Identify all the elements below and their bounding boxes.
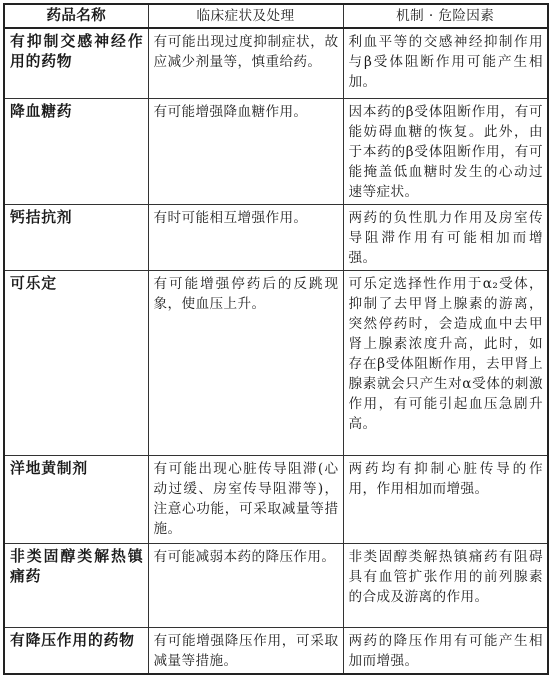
- cell-clinical: 有时可能相互增强作用。: [148, 204, 343, 270]
- cell-mechanism: 两药的降压作用有可能产生相加而增强。: [343, 627, 548, 674]
- cell-clinical: 有可能增强降血糖作用。: [148, 98, 343, 204]
- cell-mechanism: 两药均有抑制心脏传导的作用，作用相加而增强。: [343, 455, 548, 543]
- cell-clinical: 有可能增强降压作用，可采取减量等措施。: [148, 627, 343, 674]
- cell-drug-name: 钙拮抗剂: [4, 204, 148, 270]
- drug-interaction-table: [3, 3, 549, 675]
- cell-drug-name: 有抑制交感神经作用的药物: [4, 28, 148, 98]
- table-header-row: [4, 4, 548, 28]
- table-row: [4, 270, 548, 455]
- cell-mechanism: 两药的负性肌力作用及房室传导阻滞作用有可能相加而增强。: [343, 204, 548, 270]
- cell-clinical: 有可能增强停药后的反跳现象，使血压上升。: [148, 270, 343, 455]
- table-row: [4, 543, 548, 627]
- table-row: [4, 627, 548, 674]
- header-clinical: 临床症状及处理: [148, 4, 343, 28]
- header-drug-name: 药品名称: [4, 4, 148, 28]
- cell-drug-name: 可乐定: [4, 270, 148, 455]
- cell-clinical: 有可能出现过度抑制症状，故应减少剂量等，慎重给药。: [148, 28, 343, 98]
- cell-mechanism: 非类固醇类解热镇痛药有阻碍具有血管扩张作用的前列腺素的合成及游离的作用。: [343, 543, 548, 627]
- cell-mechanism: 因本药的β受体阻断作用，有可能妨碍血糖的恢复。此外，由于本药的β受体阻断作用，有可能掩盖低血糖时发生的心动过速等症状。: [343, 98, 548, 204]
- table-row: [4, 98, 548, 204]
- cell-drug-name: 洋地黄制剂: [4, 455, 148, 543]
- cell-clinical: 有可能减弱本药的降压作用。: [148, 543, 343, 627]
- table-row: [4, 455, 548, 543]
- document-page: [3, 3, 547, 669]
- cell-mechanism: 可乐定选择性作用于α₂受体，抑制了去甲肾上腺素的游离，突然停药时，会造成血中去甲肾上腺素浓度升高，此时，如存在β受体阻断作用，去甲肾上腺素就会只产生对α受体的刺激作用，有可能引起血压急剧升高。: [343, 270, 548, 455]
- cell-drug-name: 非类固醇类解热镇痛药: [4, 543, 148, 627]
- cell-clinical: 有可能出现心脏传导阻滞(心动过缓、房室传导阻滞等)，注意心功能，可采取减量等措施。: [148, 455, 343, 543]
- table-row: [4, 204, 548, 270]
- table-row: [4, 28, 548, 98]
- cell-drug-name: 降血糖药: [4, 98, 148, 204]
- cell-mechanism: 利血平等的交感神经抑制作用与β受体阻断作用可能产生相加。: [343, 28, 548, 98]
- header-mechanism: 机制 · 危险因素: [343, 4, 548, 28]
- cell-drug-name: 有降压作用的药物: [4, 627, 148, 674]
